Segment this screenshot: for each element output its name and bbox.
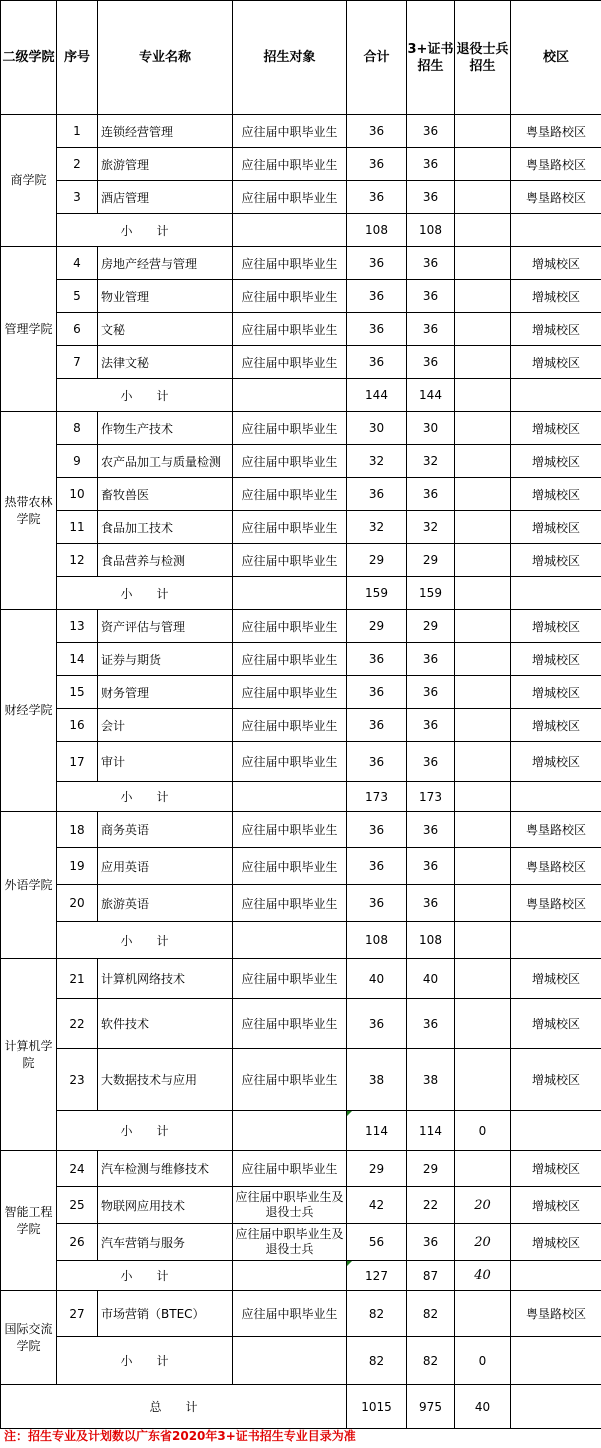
subtotal-row xyxy=(1,1111,601,1151)
total-count: 40 xyxy=(347,959,407,999)
major-name: 大数据技术与应用 xyxy=(98,1049,233,1111)
seq-cell: 16 xyxy=(57,709,98,742)
target-group: 应往届中职毕业生 xyxy=(233,959,347,999)
college-name: 财经学院 xyxy=(1,610,57,812)
subtotal-cert: 108 xyxy=(407,214,455,247)
target-group: 应往届中职毕业生 xyxy=(233,610,347,643)
college-name: 管理学院 xyxy=(1,247,57,412)
cert-count: 82 xyxy=(407,1291,455,1337)
total-count: 36 xyxy=(347,885,407,922)
target-group: 应往届中职毕业生 xyxy=(233,1049,347,1111)
subtotal-target xyxy=(233,214,347,247)
seq-cell: 20 xyxy=(57,885,98,922)
subtotal-total: 82 xyxy=(347,1337,407,1385)
header-total: 合计 xyxy=(347,1,407,115)
target-group: 应往届中职毕业生 xyxy=(233,313,347,346)
grand-total-campus xyxy=(511,1385,601,1429)
veteran-count xyxy=(455,610,511,643)
subtotal-label: 小 计 xyxy=(57,214,233,247)
subtotal-cert: 173 xyxy=(407,782,455,812)
table-row xyxy=(1,1151,601,1187)
subtotal-cert: 87 xyxy=(407,1261,455,1291)
seq-cell: 14 xyxy=(57,643,98,676)
veteran-count xyxy=(455,181,511,214)
target-group: 应往届中职毕业生 xyxy=(233,115,347,148)
subtotal-campus xyxy=(511,214,601,247)
major-name: 食品加工技术 xyxy=(98,511,233,544)
cert-count: 36 xyxy=(407,280,455,313)
total-count: 32 xyxy=(347,445,407,478)
veteran-count xyxy=(455,346,511,379)
subtotal-cert: 144 xyxy=(407,379,455,412)
seq-cell: 9 xyxy=(57,445,98,478)
total-count: 36 xyxy=(347,848,407,885)
cert-count: 22 xyxy=(407,1187,455,1224)
table-row xyxy=(1,959,601,999)
table-row xyxy=(1,709,601,742)
total-count: 29 xyxy=(347,544,407,577)
table-row xyxy=(1,544,601,577)
grand-total-veteran: 40 xyxy=(455,1385,511,1429)
subtotal-total: 108 xyxy=(347,922,407,959)
subtotal-campus xyxy=(511,577,601,610)
subtotal-veteran xyxy=(455,922,511,959)
major-name: 酒店管理 xyxy=(98,181,233,214)
table-row xyxy=(1,610,601,643)
veteran-count xyxy=(455,412,511,445)
cert-count: 29 xyxy=(407,1151,455,1187)
seq-cell: 6 xyxy=(57,313,98,346)
grand-total-total: 1015 xyxy=(347,1385,407,1429)
table-row xyxy=(1,676,601,709)
total-count: 36 xyxy=(347,478,407,511)
veteran-count: 20 xyxy=(455,1224,511,1261)
cert-count: 36 xyxy=(407,181,455,214)
total-count: 30 xyxy=(347,412,407,445)
campus-name: 增城校区 xyxy=(511,478,601,511)
campus-name: 粤垦路校区 xyxy=(511,885,601,922)
major-name: 财务管理 xyxy=(98,676,233,709)
cert-count: 36 xyxy=(407,643,455,676)
campus-name: 增城校区 xyxy=(511,959,601,999)
target-group: 应往届中职毕业生 xyxy=(233,885,347,922)
seq-cell: 12 xyxy=(57,544,98,577)
subtotal-total: 144 xyxy=(347,379,407,412)
major-name: 审计 xyxy=(98,742,233,782)
table-row xyxy=(1,885,601,922)
total-count: 38 xyxy=(347,1049,407,1111)
seq-cell: 18 xyxy=(57,812,98,848)
major-name: 软件技术 xyxy=(98,999,233,1049)
total-count: 42 xyxy=(347,1187,407,1224)
campus-name: 增城校区 xyxy=(511,709,601,742)
table-row xyxy=(1,445,601,478)
veteran-count xyxy=(455,742,511,782)
campus-name: 增城校区 xyxy=(511,544,601,577)
table-row xyxy=(1,148,601,181)
subtotal-campus xyxy=(511,1111,601,1151)
subtotal-row xyxy=(1,214,601,247)
major-name: 应用英语 xyxy=(98,848,233,885)
total-count: 36 xyxy=(347,676,407,709)
major-name: 旅游管理 xyxy=(98,148,233,181)
veteran-count xyxy=(455,848,511,885)
veteran-count xyxy=(455,544,511,577)
subtotal-cert: 114 xyxy=(407,1111,455,1151)
campus-name: 增城校区 xyxy=(511,445,601,478)
table-row xyxy=(1,812,601,848)
subtotal-campus xyxy=(511,922,601,959)
subtotal-cert: 159 xyxy=(407,577,455,610)
major-name: 证券与期货 xyxy=(98,643,233,676)
table-row xyxy=(1,115,601,148)
campus-name: 增城校区 xyxy=(511,1049,601,1111)
veteran-count xyxy=(455,1049,511,1111)
campus-name: 增城校区 xyxy=(511,676,601,709)
campus-name: 增城校区 xyxy=(511,742,601,782)
subtotal-target xyxy=(233,922,347,959)
target-group: 应往届中职毕业生 xyxy=(233,478,347,511)
veteran-count: 20 xyxy=(455,1187,511,1224)
subtotal-target xyxy=(233,577,347,610)
cert-count: 36 xyxy=(407,885,455,922)
major-name: 文秘 xyxy=(98,313,233,346)
subtotal-label: 小 计 xyxy=(57,1261,233,1291)
cert-count: 36 xyxy=(407,812,455,848)
total-count: 36 xyxy=(347,643,407,676)
veteran-count xyxy=(455,1291,511,1337)
target-group: 应往届中职毕业生 xyxy=(233,709,347,742)
subtotal-row xyxy=(1,577,601,610)
seq-cell: 26 xyxy=(57,1224,98,1261)
subtotal-veteran xyxy=(455,577,511,610)
major-name: 商务英语 xyxy=(98,812,233,848)
target-group: 应往届中职毕业生 xyxy=(233,848,347,885)
major-name: 法律文秘 xyxy=(98,346,233,379)
header-seq: 序号 xyxy=(57,1,98,115)
subtotal-cert: 82 xyxy=(407,1337,455,1385)
seq-cell: 3 xyxy=(57,181,98,214)
veteran-count xyxy=(455,148,511,181)
subtotal-veteran xyxy=(455,782,511,812)
veteran-count xyxy=(455,812,511,848)
total-count: 36 xyxy=(347,742,407,782)
total-count: 56 xyxy=(347,1224,407,1261)
veteran-count xyxy=(455,959,511,999)
total-count: 36 xyxy=(347,115,407,148)
subtotal-total: 173 xyxy=(347,782,407,812)
subtotal-campus xyxy=(511,1337,601,1385)
table-row xyxy=(1,999,601,1049)
target-group: 应往届中职毕业生 xyxy=(233,148,347,181)
campus-name: 增城校区 xyxy=(511,313,601,346)
campus-name: 粤垦路校区 xyxy=(511,812,601,848)
table-row xyxy=(1,1049,601,1111)
subtotal-target xyxy=(233,1261,347,1291)
subtotal-label: 小 计 xyxy=(57,379,233,412)
subtotal-row xyxy=(1,379,601,412)
table-row xyxy=(1,511,601,544)
total-count: 36 xyxy=(347,181,407,214)
major-name: 汽车检测与维修技术 xyxy=(98,1151,233,1187)
college-name: 热带农林学院 xyxy=(1,412,57,610)
subtotal-label: 小 计 xyxy=(57,922,233,959)
seq-cell: 15 xyxy=(57,676,98,709)
subtotal-row xyxy=(1,782,601,812)
veteran-count xyxy=(455,511,511,544)
header-target: 招生对象 xyxy=(233,1,347,115)
total-count: 36 xyxy=(347,999,407,1049)
seq-cell: 19 xyxy=(57,848,98,885)
veteran-count xyxy=(455,1151,511,1187)
subtotal-target xyxy=(233,379,347,412)
veteran-count xyxy=(455,999,511,1049)
subtotal-target xyxy=(233,782,347,812)
seq-cell: 2 xyxy=(57,148,98,181)
total-count: 36 xyxy=(347,313,407,346)
subtotal-cert: 108 xyxy=(407,922,455,959)
subtotal-label: 小 计 xyxy=(57,1111,233,1151)
major-name: 汽车营销与服务 xyxy=(98,1224,233,1261)
grand-total-cert: 975 xyxy=(407,1385,455,1429)
seq-cell: 5 xyxy=(57,280,98,313)
total-count: 82 xyxy=(347,1291,407,1337)
table-row xyxy=(1,1291,601,1337)
seq-cell: 21 xyxy=(57,959,98,999)
table-row xyxy=(1,313,601,346)
seq-cell: 13 xyxy=(57,610,98,643)
subtotal-veteran: 0 xyxy=(455,1337,511,1385)
subtotal-veteran xyxy=(455,379,511,412)
target-group: 应往届中职毕业生及退役士兵 xyxy=(233,1224,347,1261)
header-row xyxy=(1,1,601,115)
subtotal-total: 114 xyxy=(347,1111,407,1151)
campus-name: 增城校区 xyxy=(511,610,601,643)
target-group: 应往届中职毕业生 xyxy=(233,742,347,782)
campus-name: 增城校区 xyxy=(511,346,601,379)
grand-total-row xyxy=(1,1385,601,1429)
seq-cell: 23 xyxy=(57,1049,98,1111)
cert-count: 36 xyxy=(407,999,455,1049)
seq-cell: 11 xyxy=(57,511,98,544)
major-name: 物业管理 xyxy=(98,280,233,313)
seq-cell: 10 xyxy=(57,478,98,511)
target-group: 应往届中职毕业生 xyxy=(233,1291,347,1337)
table-row xyxy=(1,280,601,313)
table-row xyxy=(1,643,601,676)
table-row xyxy=(1,478,601,511)
major-name: 作物生产技术 xyxy=(98,412,233,445)
seq-cell: 8 xyxy=(57,412,98,445)
veteran-count xyxy=(455,280,511,313)
target-group: 应往届中职毕业生 xyxy=(233,1151,347,1187)
header-major: 专业名称 xyxy=(98,1,233,115)
table-row xyxy=(1,1187,601,1224)
cert-count: 36 xyxy=(407,742,455,782)
cert-count: 29 xyxy=(407,610,455,643)
major-name: 市场营销（BTEC） xyxy=(98,1291,233,1337)
major-name: 旅游英语 xyxy=(98,885,233,922)
campus-name: 增城校区 xyxy=(511,999,601,1049)
table-row xyxy=(1,1224,601,1261)
footnote: 注：招生专业及计划数以广东省2020年3+证书招生专业目录为准 xyxy=(4,1429,356,1443)
cert-count: 36 xyxy=(407,709,455,742)
table-row xyxy=(1,742,601,782)
target-group: 应往届中职毕业生及退役士兵 xyxy=(233,1187,347,1224)
campus-name: 增城校区 xyxy=(511,511,601,544)
veteran-count xyxy=(455,115,511,148)
header-cert: 3+证书招生 xyxy=(407,1,455,115)
major-name: 食品营养与检测 xyxy=(98,544,233,577)
target-group: 应往届中职毕业生 xyxy=(233,346,347,379)
cert-count: 36 xyxy=(407,1224,455,1261)
seq-cell: 4 xyxy=(57,247,98,280)
subtotal-row xyxy=(1,1337,601,1385)
cert-count: 32 xyxy=(407,445,455,478)
table-row xyxy=(1,412,601,445)
subtotal-total: 108 xyxy=(347,214,407,247)
subtotal-row xyxy=(1,922,601,959)
subtotal-total: 127 xyxy=(347,1261,407,1291)
target-group: 应往届中职毕业生 xyxy=(233,999,347,1049)
cert-count: 36 xyxy=(407,346,455,379)
cert-count: 30 xyxy=(407,412,455,445)
target-group: 应往届中职毕业生 xyxy=(233,247,347,280)
total-count: 36 xyxy=(347,346,407,379)
veteran-count xyxy=(455,676,511,709)
target-group: 应往届中职毕业生 xyxy=(233,544,347,577)
college-name: 外语学院 xyxy=(1,812,57,959)
campus-name: 粤垦路校区 xyxy=(511,1291,601,1337)
total-count: 36 xyxy=(347,709,407,742)
cert-count: 36 xyxy=(407,115,455,148)
college-name: 商学院 xyxy=(1,115,57,247)
campus-name: 粤垦路校区 xyxy=(511,181,601,214)
cert-count: 40 xyxy=(407,959,455,999)
subtotal-campus xyxy=(511,1261,601,1291)
major-name: 资产评估与管理 xyxy=(98,610,233,643)
subtotal-veteran: 40 xyxy=(455,1261,511,1291)
campus-name: 增城校区 xyxy=(511,1151,601,1187)
target-group: 应往届中职毕业生 xyxy=(233,445,347,478)
total-count: 36 xyxy=(347,247,407,280)
cert-count: 32 xyxy=(407,511,455,544)
seq-cell: 25 xyxy=(57,1187,98,1224)
veteran-count xyxy=(455,478,511,511)
subtotal-total: 159 xyxy=(347,577,407,610)
total-count: 36 xyxy=(347,812,407,848)
target-group: 应往届中职毕业生 xyxy=(233,511,347,544)
cert-count: 36 xyxy=(407,247,455,280)
seq-cell: 24 xyxy=(57,1151,98,1187)
total-count: 36 xyxy=(347,280,407,313)
header-college: 二级学院 xyxy=(1,1,57,115)
grand-total-label: 总 计 xyxy=(1,1385,347,1429)
major-name: 会计 xyxy=(98,709,233,742)
cert-count: 38 xyxy=(407,1049,455,1111)
subtotal-label: 小 计 xyxy=(57,782,233,812)
subtotal-veteran xyxy=(455,214,511,247)
table-row xyxy=(1,181,601,214)
campus-name: 增城校区 xyxy=(511,247,601,280)
seq-cell: 27 xyxy=(57,1291,98,1337)
seq-cell: 17 xyxy=(57,742,98,782)
total-count: 29 xyxy=(347,1151,407,1187)
major-name: 物联网应用技术 xyxy=(98,1187,233,1224)
table-body xyxy=(1,115,601,1385)
table-row xyxy=(1,247,601,280)
cert-count: 29 xyxy=(407,544,455,577)
header-veteran: 退役士兵招生 xyxy=(455,1,511,115)
campus-name: 粤垦路校区 xyxy=(511,148,601,181)
seq-cell: 22 xyxy=(57,999,98,1049)
target-group: 应往届中职毕业生 xyxy=(233,812,347,848)
veteran-count xyxy=(455,247,511,280)
header-campus: 校区 xyxy=(511,1,601,115)
campus-name: 增城校区 xyxy=(511,1224,601,1261)
subtotal-target xyxy=(233,1337,347,1385)
campus-name: 增城校区 xyxy=(511,412,601,445)
target-group: 应往届中职毕业生 xyxy=(233,412,347,445)
campus-name: 粤垦路校区 xyxy=(511,115,601,148)
total-count: 36 xyxy=(347,148,407,181)
target-group: 应往届中职毕业生 xyxy=(233,181,347,214)
campus-name: 增城校区 xyxy=(511,280,601,313)
veteran-count xyxy=(455,885,511,922)
veteran-count xyxy=(455,445,511,478)
major-name: 连锁经营管理 xyxy=(98,115,233,148)
seq-cell: 1 xyxy=(57,115,98,148)
cert-count: 36 xyxy=(407,676,455,709)
table-row xyxy=(1,848,601,885)
subtotal-veteran: 0 xyxy=(455,1111,511,1151)
campus-name: 增城校区 xyxy=(511,1187,601,1224)
cert-count: 36 xyxy=(407,848,455,885)
major-name: 房地产经营与管理 xyxy=(98,247,233,280)
target-group: 应往届中职毕业生 xyxy=(233,676,347,709)
target-group: 应往届中职毕业生 xyxy=(233,280,347,313)
major-name: 计算机网络技术 xyxy=(98,959,233,999)
subtotal-label: 小 计 xyxy=(57,1337,233,1385)
subtotal-target xyxy=(233,1111,347,1151)
total-count: 29 xyxy=(347,610,407,643)
veteran-count xyxy=(455,643,511,676)
veteran-count xyxy=(455,709,511,742)
college-name: 计算机学院 xyxy=(1,959,57,1151)
cert-count: 36 xyxy=(407,313,455,346)
veteran-count xyxy=(455,313,511,346)
campus-name: 增城校区 xyxy=(511,643,601,676)
subtotal-label: 小 计 xyxy=(57,577,233,610)
major-name: 农产品加工与质量检测 xyxy=(98,445,233,478)
target-group: 应往届中职毕业生 xyxy=(233,643,347,676)
college-name: 国际交流学院 xyxy=(1,1291,57,1385)
campus-name: 粤垦路校区 xyxy=(511,848,601,885)
cert-count: 36 xyxy=(407,478,455,511)
subtotal-row xyxy=(1,1261,601,1291)
cert-count: 36 xyxy=(407,148,455,181)
subtotal-campus xyxy=(511,379,601,412)
college-name: 智能工程学院 xyxy=(1,1151,57,1291)
table-row xyxy=(1,346,601,379)
subtotal-campus xyxy=(511,782,601,812)
seq-cell: 7 xyxy=(57,346,98,379)
major-name: 畜牧兽医 xyxy=(98,478,233,511)
total-count: 32 xyxy=(347,511,407,544)
